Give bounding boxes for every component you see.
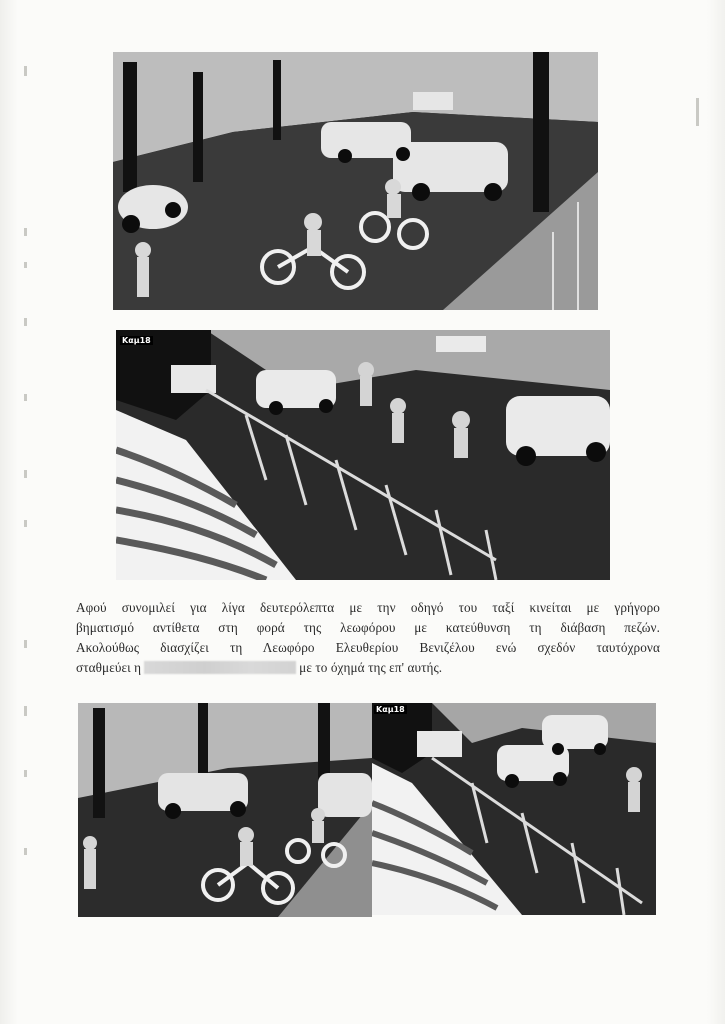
narrative-line-4-end: με το όχημά της επ' αυτής. — [299, 660, 443, 675]
redacted-name-blur — [144, 661, 296, 674]
cctv-photo-street-1 — [113, 52, 598, 310]
narrative-line-1: Αφού συνομιλεί για λίγα δευτερόλεπτα με την οδηγό του ταξί κινείται με γρήγορο — [76, 600, 660, 615]
narrative-paragraph — [76, 598, 660, 678]
narrative-line-2: βηματισμό αντίθετα στη φορά της λεωφόρου με κατεύθυνση τη διάβαση πεζών. — [76, 620, 660, 635]
narrative-line-3: Ακολούθως διασχίζει τη Λεωφόρο Ελευθερίου Βενιζέλου ενώ σχεδόν ταυτόχρονα — [76, 640, 660, 655]
narrative-line-4-start: σταθμεύει η — [76, 660, 142, 675]
narrative-line-4 — [76, 658, 660, 678]
camera-label-2: Καμ18 — [376, 705, 405, 714]
camera-label: Καμ18 — [122, 336, 151, 345]
cctv-photo-pharmacy-corner — [116, 330, 610, 580]
cctv-photo-street-2 — [78, 703, 372, 917]
cctv-photo-pharmacy-corner-2 — [372, 703, 656, 915]
